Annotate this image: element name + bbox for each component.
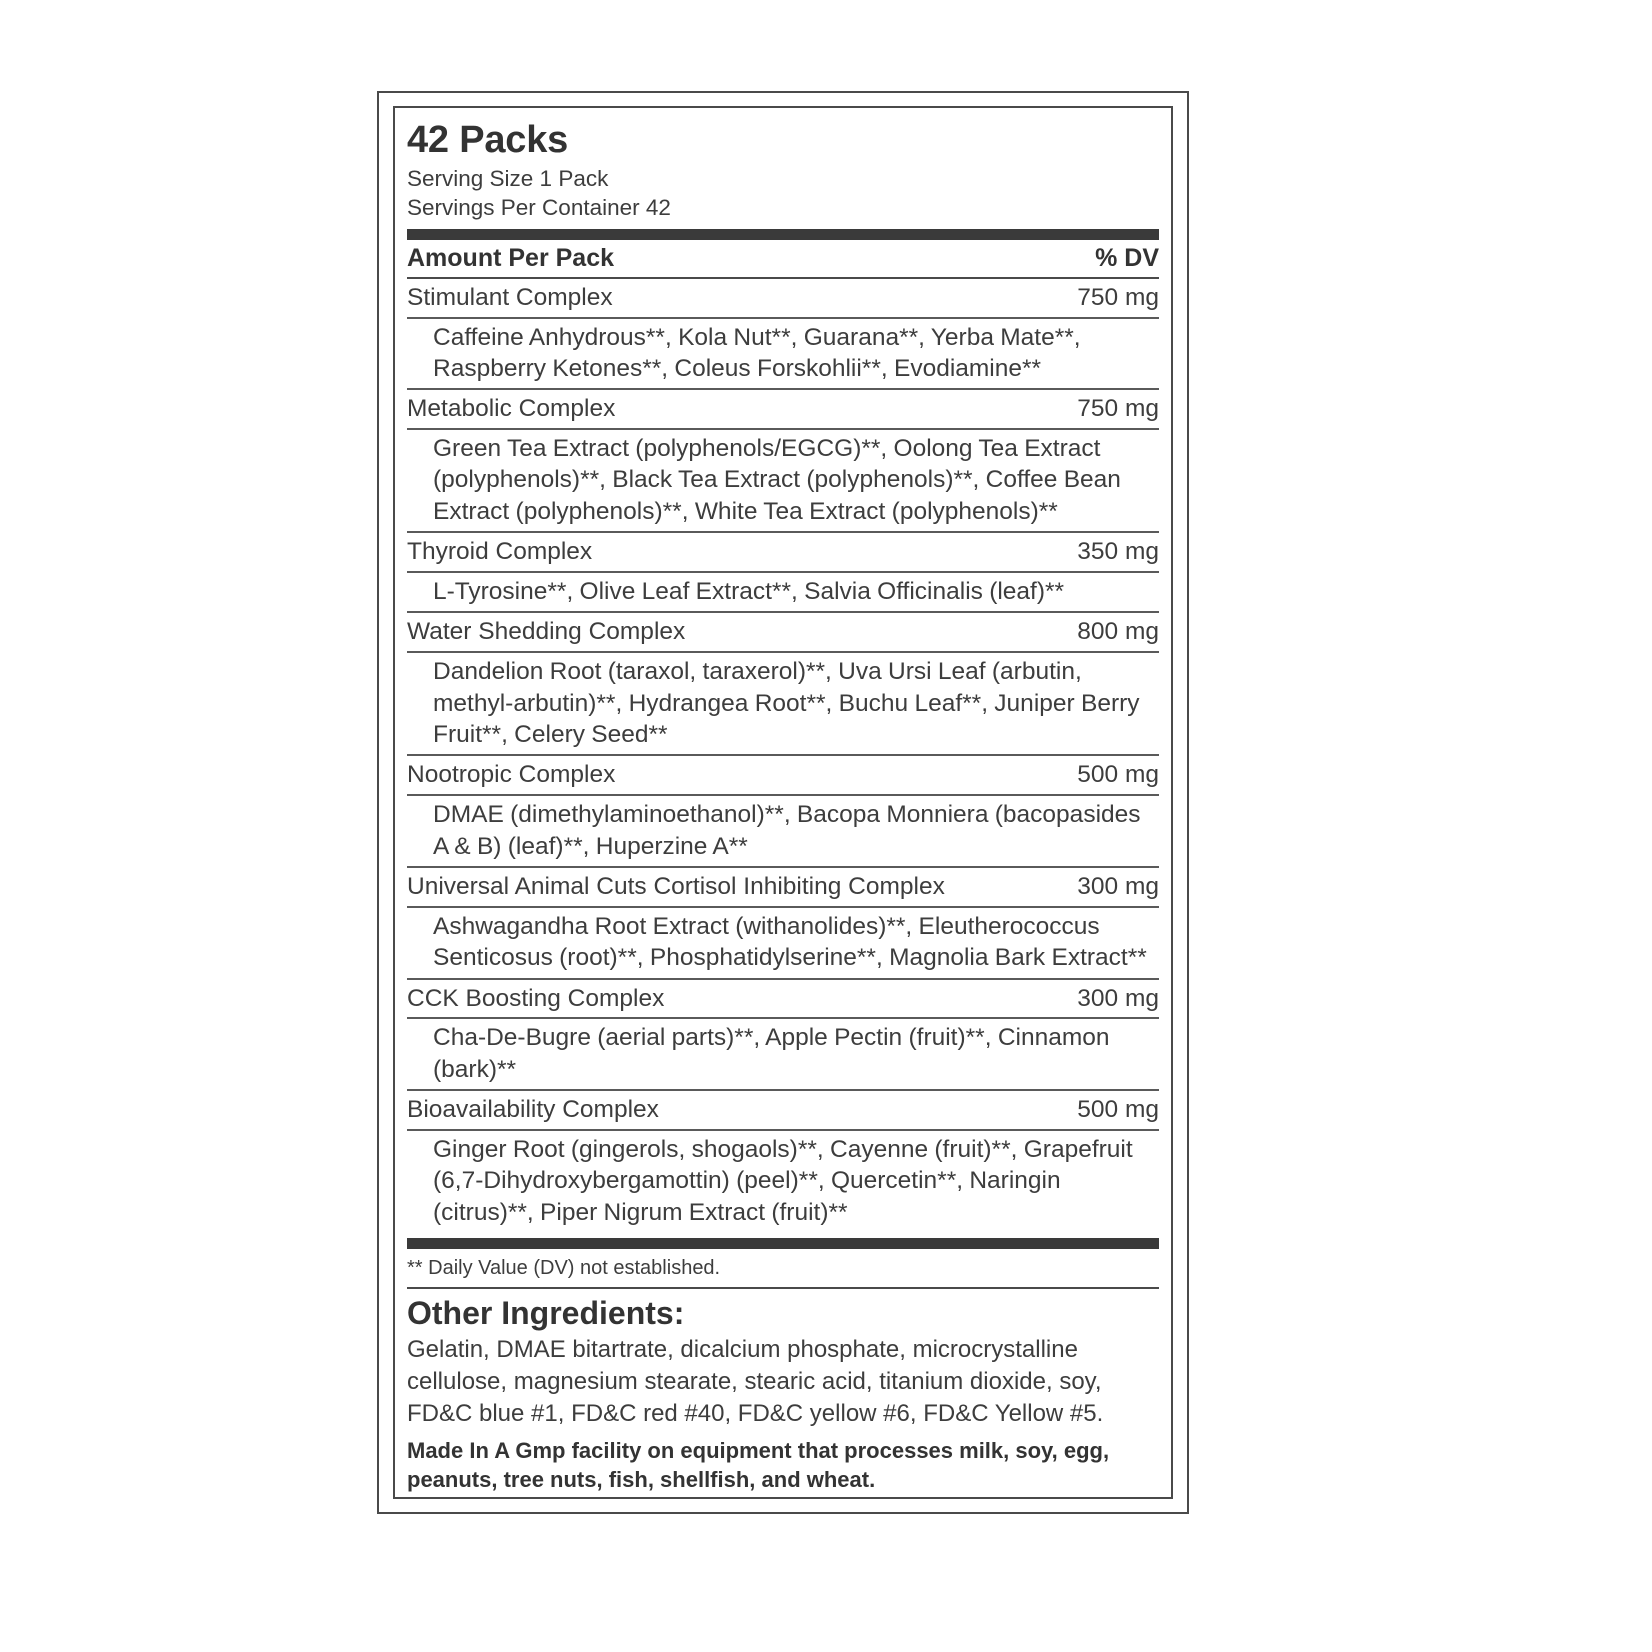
complex-ingredients: Ginger Root (gingerols, shogaols)**, Cayenne (fruit)**, Grapefruit (6,7-Dihydroxybergamottin) (peel)**, Quercetin**, Naringin (citrus)**, Piper Nigrum Extract (fruit)**	[433, 1136, 1133, 1226]
complex-row	[407, 533, 1159, 571]
complex-amount: 750 mg	[1077, 395, 1159, 423]
complex-name: Bioavailability Complex	[407, 1096, 659, 1124]
supplement-facts-panel	[393, 106, 1173, 1499]
complex-row	[407, 980, 1159, 1018]
complex-name: Universal Animal Cuts Cortisol Inhibiting Complex	[407, 872, 945, 900]
complex-amount: 300 mg	[1077, 872, 1159, 900]
complex-ingredients: Caffeine Anhydrous**, Kola Nut**, Guarana**, Yerba Mate**, Raspberry Ketones**, Coleus Forskohlii**, Evodiamine**	[433, 323, 1081, 382]
page-title: 42 Packs	[407, 119, 569, 161]
daily-value-label: % DV	[1095, 243, 1159, 272]
amount-per-pack-label: Amount Per Pack	[407, 243, 615, 272]
complex-amount: 800 mg	[1077, 618, 1159, 646]
complex-name: Nootropic Complex	[407, 761, 616, 789]
complex-amount: 300 mg	[1077, 984, 1159, 1012]
thick-divider-top	[407, 229, 1159, 240]
complex-row	[407, 390, 1159, 428]
complex-name: Stimulant Complex	[407, 283, 613, 311]
complex-ingredients: DMAE (dimethylaminoethanol)**, Bacopa Monniera (bacopasides A & B) (leaf)**, Huperzine A**	[433, 801, 1141, 860]
daily-value-footnote: ** Daily Value (DV) not established.	[407, 1257, 721, 1280]
allergen-statement: Made In A Gmp facility on equipment that processes milk, soy, egg, peanuts, tree nuts, fish, shellfish, and wheat.	[407, 1437, 1110, 1492]
complex-amount: 350 mg	[1077, 538, 1159, 566]
thick-divider-bottom	[407, 1238, 1159, 1249]
complex-row	[407, 756, 1159, 794]
complex-ingredients: Green Tea Extract (polyphenols/EGCG)**, Oolong Tea Extract (polyphenols)**, Black Tea Extract (polyphenols)**, Coffee Bean Extract (polyphenols)**, White Tea Extract (polyphenols)**	[433, 435, 1121, 525]
complex-row	[407, 613, 1159, 651]
complex-ingredients: Dandelion Root (taraxol, taraxerol)**, Uva Ursi Leaf (arbutin, methyl-arbutin)**, Hydrangea Root**, Buchu Leaf**, Juniper Berry Fruit**, Celery Seed**	[433, 658, 1140, 748]
complex-amount: 750 mg	[1077, 283, 1159, 311]
label-header	[407, 120, 1159, 223]
supplement-facts-outer-border	[377, 91, 1189, 1514]
complex-name: Thyroid Complex	[407, 538, 593, 566]
complex-name: CCK Boosting Complex	[407, 984, 665, 1012]
servings-per-container-text: Servings Per Container 42	[407, 194, 671, 220]
complex-row	[407, 868, 1159, 906]
amount-per-pack-header-row	[407, 240, 1159, 277]
other-ingredients-body: Gelatin, DMAE bitartrate, dicalcium phosphate, microcrystalline cellulose, magnesium stearate, stearic acid, titanium dioxide, soy, FD&C blue #1, FD&C red #40, FD&C yellow #6, FD&C Yellow #5.	[407, 1335, 1104, 1427]
complex-ingredients: Cha-De-Bugre (aerial parts)**, Apple Pectin (fruit)**, Cinnamon (bark)**	[433, 1024, 1110, 1083]
complex-name: Water Shedding Complex	[407, 618, 686, 646]
other-ingredients-title: Other Ingredients:	[407, 1295, 685, 1332]
complex-row	[407, 279, 1159, 317]
complex-ingredients: Ashwagandha Root Extract (withanolides)**, Eleutherococcus Senticosus (root)**, Phosphatidylserine**, Magnolia Bark Extract**	[433, 912, 1147, 972]
serving-size-text: Serving Size 1 Pack	[407, 166, 609, 192]
complex-amount: 500 mg	[1077, 761, 1159, 789]
complex-row	[407, 1091, 1159, 1129]
complex-amount: 500 mg	[1077, 1096, 1159, 1124]
complex-name: Metabolic Complex	[407, 395, 616, 423]
complex-ingredients: L-Tyrosine**, Olive Leaf Extract**, Salvia Officinalis (leaf)**	[433, 578, 1065, 606]
complex-list	[407, 279, 1159, 1232]
